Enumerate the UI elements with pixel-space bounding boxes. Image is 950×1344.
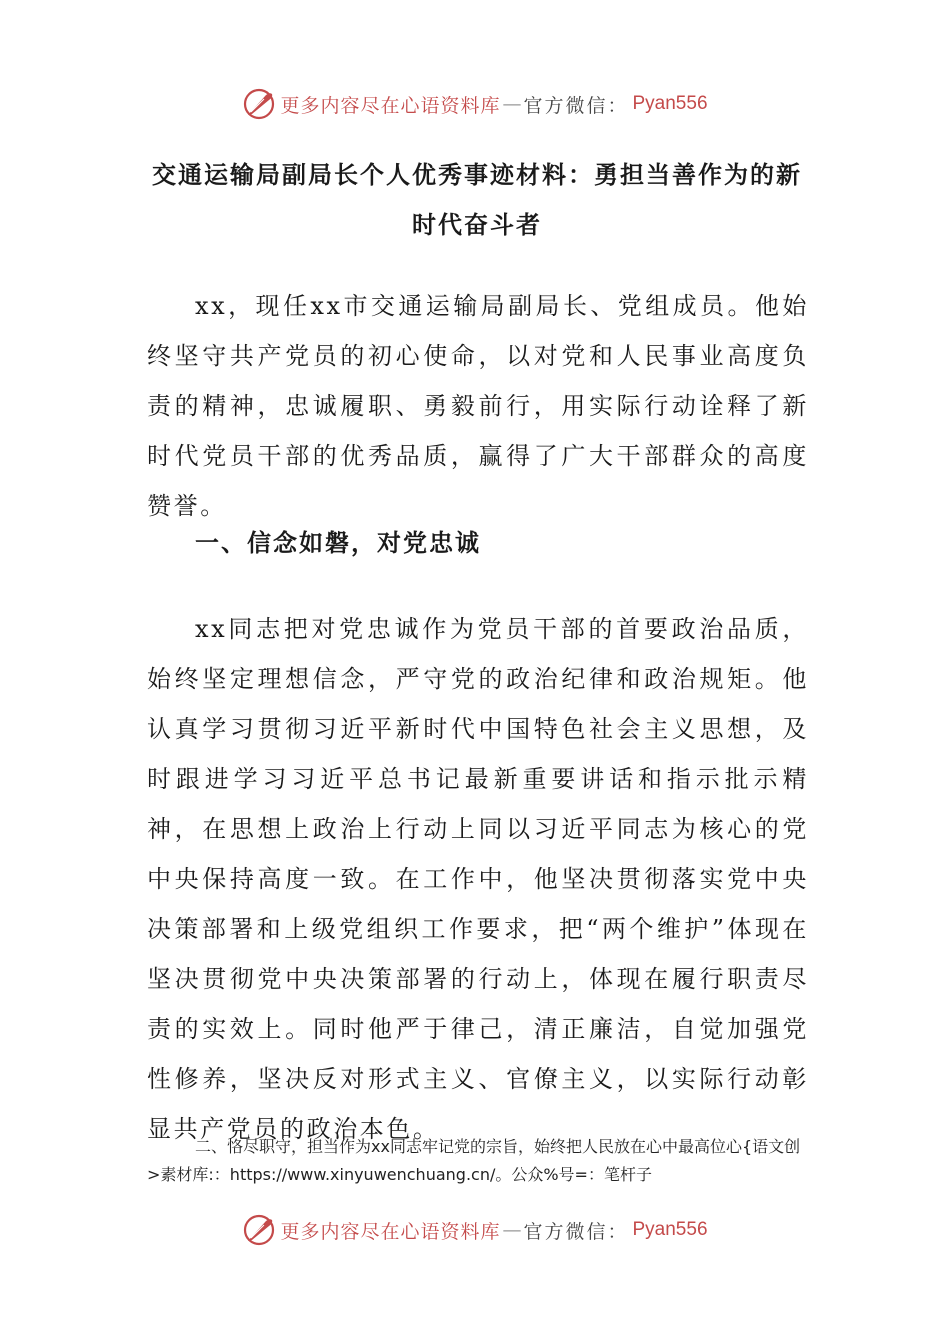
small-paragraph: 二、恪尽职守，担当作为xx同志牢记党的宗旨，始终把人民放在心中最高位心{语文创>素材库:：https://www.xinyuwenchuang.cn/。公众%号=：笔杆子 <box>147 1137 801 1184</box>
section-heading: 一、信念如磐，对党忠诚 <box>195 529 481 557</box>
intro-paragraph: xx，现任xx市交通运输局副局长、党组成员。他始终坚守共产党员的初心使命，以对党和人民事业高度负责的精神，忠诚履职、勇毅前行，用实际行动诠释了新时代党员干部的优秀品质，赢得了广大干部群众的高度赞誉。 <box>147 292 809 520</box>
body-paragraph: xx同志把对党忠诚作为党员干部的首要政治品质，始终坚定理想信念，严守党的政治纪律和政治规矩。他认真学习贯彻习近平新时代中国特色社会主义思想，及时跟进学习习近平总书记最新重要讲话和指示批示精神，在思想上政治上行动上同以习近平同志为核心的党中央保持高度一致。在工作中，他坚决贯彻落实党中央决策部署和上级党组织工作要求，把“两个维护”体现在坚决贯彻党中央决策部署的行动上，体现在履行职责尽责的实效上。同时他严于律己，清正廉洁，自觉加强党性修养，坚决反对形式主义、官僚主义，以实际行动彰显共产党员的政治本色。 <box>147 615 809 1143</box>
wechat-id: Pyan556 <box>632 93 708 114</box>
wechat-label: 官方微信： <box>523 94 629 117</box>
quill-pen-logo-icon <box>242 1213 276 1247</box>
document-title: 交通运输局副局长个人优秀事迹材料：勇担当善作为的新时代奋斗者 <box>152 161 802 239</box>
footer-banner <box>0 1210 950 1250</box>
separator: — <box>502 1219 522 1241</box>
separator: — <box>502 93 522 115</box>
quill-pen-logo-icon <box>242 87 276 121</box>
wechat-id: Pyan556 <box>632 1219 708 1240</box>
header-banner <box>0 84 950 124</box>
brand-text: 更多内容尽在心语资料库 <box>280 1220 501 1243</box>
brand-text: 更多内容尽在心语资料库 <box>280 94 501 117</box>
wechat-label: 官方微信： <box>523 1220 629 1243</box>
